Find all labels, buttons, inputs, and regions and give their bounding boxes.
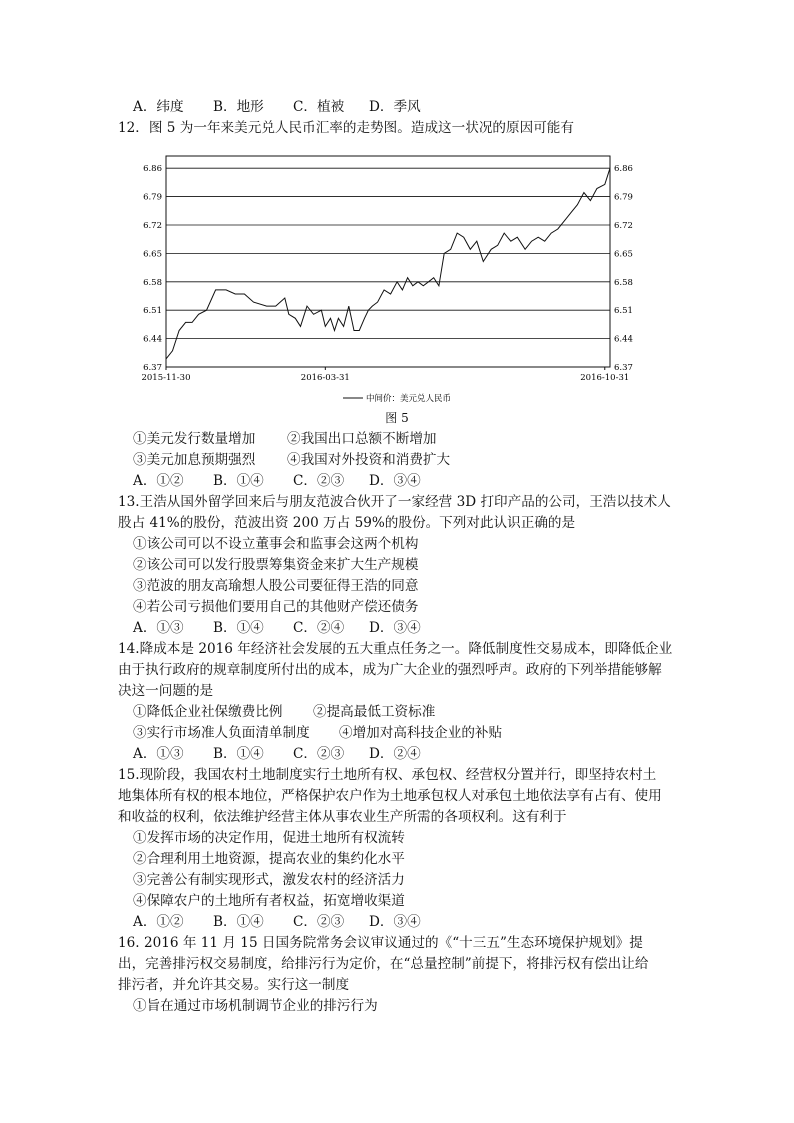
option-d: D．季风: [369, 99, 421, 115]
question-16-stem-1: 16. 2016 年 11 月 15 日国务院常务会议审议通过的《“十三五”生态环境保护规划》提: [118, 935, 643, 951]
chart-grid: [166, 156, 610, 367]
statement-4: ④增加对高科技企业的补贴: [339, 725, 503, 741]
q15-statement-3: ③完善公有制实现形式，激发农村的经济活力: [133, 872, 405, 888]
option-d: D．②④: [369, 746, 421, 762]
q12-statements-row2: [133, 450, 450, 470]
y-axis-left: [143, 164, 162, 373]
x-axis: [141, 367, 629, 383]
y-tick-label: 6.72: [614, 220, 633, 231]
q15-options: [133, 912, 421, 932]
option-a: A．①②: [133, 914, 184, 930]
option-b: B．①④: [213, 746, 264, 762]
exchange-rate-chart: [138, 150, 638, 408]
x-tick-label: 2015-11-30: [141, 373, 191, 383]
question-16-stem-3: 排污者，并允许其交易。实行这一制度: [118, 977, 350, 993]
y-tick-label: 6.58: [143, 277, 162, 288]
statement-3: ③实行市场准人负面清单制度: [133, 725, 310, 741]
q14-options: [133, 744, 421, 764]
y-tick-label: 6.79: [143, 192, 162, 203]
question-13-stem-1: 13.王浩从国外留学回来后与朋友范波合伙开了一家经营 3D 打印产品的公司，王浩以技术人: [118, 494, 671, 510]
y-tick-label: 6.37: [143, 363, 162, 373]
q13-statement-4: ④若公司亏损他们要用自己的其他财产偿还债务: [133, 599, 419, 615]
y-axis-right: [614, 164, 633, 373]
statement-1: ①美元发行数量增加: [133, 431, 256, 447]
question-14-stem-2: 由于执行政府的规章制度所付出的成本，成为广大企业的强烈呼声。政府的下列举措能够解: [118, 662, 662, 678]
y-tick-label: 6.44: [614, 334, 633, 345]
figure-caption: 图 5: [385, 411, 409, 425]
y-tick-label: 6.37: [614, 363, 633, 373]
question-12-stem: 12．图 5 为一年来美元兑人民币汇率的走势图。造成这一状况的原因可能有: [118, 120, 574, 136]
option-d: D．③④: [369, 473, 421, 489]
q11-options: [133, 97, 421, 117]
x-tick-label: 2016-10-31: [580, 373, 630, 383]
x-tick-label: 2016-03-31: [300, 373, 350, 383]
q13-statement-3: ③范波的朋友高瑜想人股公司要征得王浩的同意: [133, 578, 419, 594]
option-a: A．①③: [133, 620, 184, 636]
y-tick-label: 6.51: [614, 306, 633, 317]
option-c: C．植被: [293, 99, 345, 115]
y-tick-label: 6.79: [614, 192, 633, 203]
q16-statement-1: ①旨在通过市场机制调节企业的排污行为: [133, 998, 378, 1014]
option-c: C．②③: [293, 914, 345, 930]
q15-statement-4: ④保障农户的土地所有者权益，拓宽增收渠道: [133, 893, 405, 909]
statement-2: ②我国出口总额不断增加: [287, 431, 437, 447]
statement-2: ②提高最低工资标准: [313, 704, 436, 720]
option-b: B．地形: [213, 99, 264, 115]
q12-statements-row1: [133, 429, 437, 449]
q14-statements-row1: [133, 702, 435, 722]
option-b: B．①④: [213, 620, 264, 636]
statement-3: ③美元加息预期强烈: [133, 452, 256, 468]
option-d: D．③④: [369, 620, 421, 636]
chart-legend: [343, 393, 451, 404]
q13-options: [133, 618, 421, 638]
y-tick-label: 6.65: [614, 249, 633, 260]
option-a: A．①②: [133, 473, 184, 489]
q14-statements-row2: [133, 723, 502, 743]
y-tick-label: 6.86: [143, 164, 162, 175]
statement-1: ①降低企业社保缴费比例: [133, 704, 283, 720]
q12-options: [133, 471, 421, 491]
y-tick-label: 6.86: [614, 164, 633, 175]
q13-statement-2: ②该公司可以发行股票筹集资金来扩大生产规模: [133, 557, 419, 573]
y-tick-label: 6.65: [143, 249, 162, 260]
y-tick-label: 6.58: [614, 277, 633, 288]
question-15-stem-2: 地集体所有权的根本地位，严格保护农户作为土地承包权人对承包土地依法享有占有、使用: [118, 788, 662, 804]
question-15-stem-3: 和收益的权利，依法维护经营主体从事农业生产所需的各项权利。这有利于: [118, 809, 567, 825]
option-a: A．①③: [133, 746, 184, 762]
option-a: A．纬度: [133, 99, 184, 115]
question-15-stem-1: 15.现阶段，我国农村土地制度实行土地所有权、承包权、经营权分置并行，即坚持农村土: [118, 767, 657, 783]
option-c: C．②③: [293, 473, 345, 489]
question-13-stem-2: 股占 41%的股份，范波出资 200 万占 59%的股份。下列对此认识正确的是: [118, 515, 576, 531]
option-c: C．②④: [293, 620, 345, 636]
q13-statement-1: ①该公司可以不设立董事会和监事会这两个机构: [133, 536, 419, 552]
y-tick-label: 6.44: [143, 334, 162, 345]
statement-4: ④我国对外投资和消费扩大: [287, 452, 451, 468]
q15-statement-2: ②合理利用土地资源，提高农业的集约化水平: [133, 851, 405, 867]
option-d: D．③④: [369, 914, 421, 930]
question-14-stem-1: 14.降成本是 2016 年经济社会发展的五大重点任务之一。降低制度性交易成本，即降低企业: [118, 641, 673, 657]
y-tick-label: 6.72: [143, 220, 162, 231]
question-16-stem-2: 出，完善排污权交易制度，给排污行为定价，在“总量控制”前提下，将排污权有偿出让给: [118, 956, 649, 972]
option-c: C．②③: [293, 746, 345, 762]
option-b: B．①④: [213, 914, 264, 930]
plot-frame: [166, 156, 610, 367]
y-tick-label: 6.51: [143, 306, 162, 317]
question-14-stem-3: 决这一问题的是: [118, 683, 214, 699]
option-b: B．①④: [213, 473, 264, 489]
q15-statement-1: ①发挥市场的决定作用，促进土地所有权流转: [133, 830, 405, 846]
legend-label: 中间价：美元兑人民币: [366, 394, 452, 404]
